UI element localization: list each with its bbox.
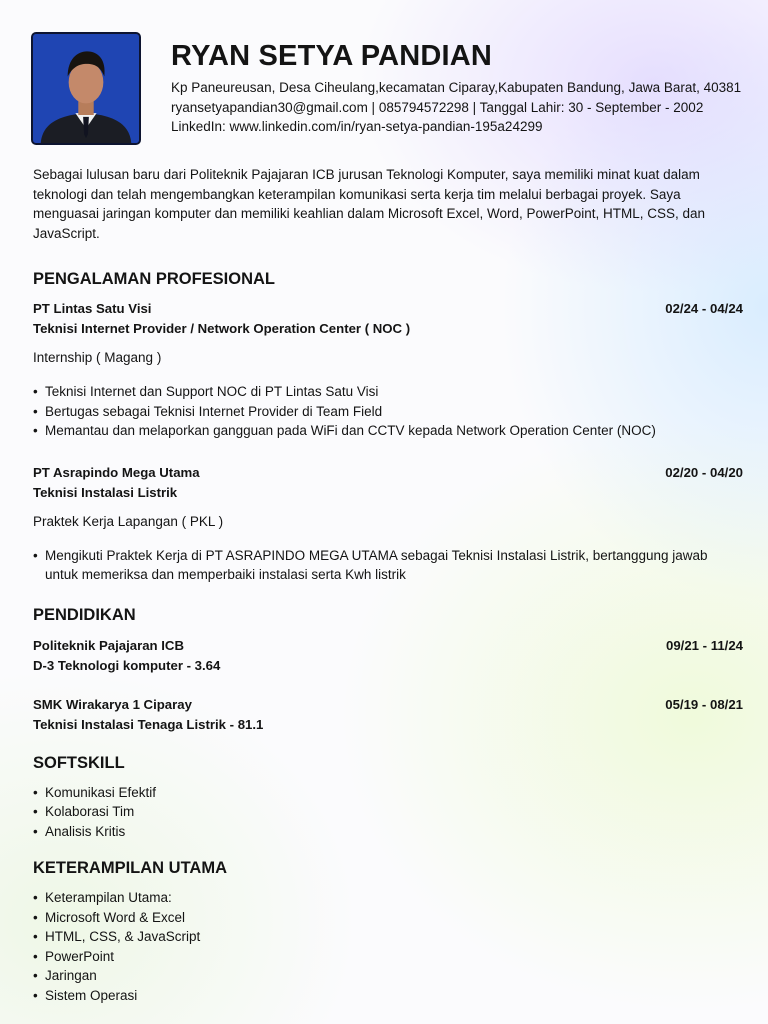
job-role: Teknisi Instalasi Listrik	[33, 484, 178, 500]
softskill-list	[33, 783, 743, 842]
contact-line: ryansetyapandian30@gmail.com | 085794572298 | Tanggal Lahir: 30 - September - 2002	[171, 99, 704, 115]
section-title-education: PENDIDIKAN	[33, 605, 136, 624]
job-type: Praktek Kerja Lapangan ( PKL )	[33, 513, 224, 529]
date-range: 02/20 - 04/20	[665, 464, 743, 480]
linkedin-line[interactable]: LinkedIn: www.linkedin.com/in/ryan-setya-pandian-195a24299	[171, 119, 543, 134]
list-item: • Memantau dan melaporkan gangguan pada WiFi dan CCTV kepada Network Operation Center (NOC)	[33, 421, 743, 441]
resume-header	[171, 40, 761, 137]
section-title-softskill: SOFTSKILL	[33, 753, 125, 772]
candidate-name: RYAN SETYA PANDIAN	[171, 40, 493, 72]
school-name: SMK Wirakarya 1 Ciparay	[33, 696, 192, 712]
profile-summary: Sebagai lulusan baru dari Politeknik Pajajaran ICB jurusan Teknologi Komputer, saya memiliki minat kuat dalam teknologi dan telah mengembangkan keterampilan komunikasi serta kerja tim melalui berbagai proyek. Saya menguasai jaringan komputer dan memiliki keahlian dalam Microsoft Excel, Word, PowerPoint, HTML, CSS, dan JavaScript.	[33, 167, 706, 241]
list-item: • Mengikuti Praktek Kerja di PT ASRAPINDO MEGA UTAMA sebagai Teknisi Instalasi Listrik, bertanggung jawab untuk memeriksa dan memperbaiki instalasi serta Kwh listrik	[33, 546, 743, 585]
list-item: • HTML, CSS, & JavaScript	[33, 927, 743, 947]
job-role: Teknisi Internet Provider / Network Operation Center ( NOC )	[33, 321, 411, 337]
address-line: Kp Paneureusan, Desa Ciheulang,kecamatan Ciparay,Kabupaten Bandung, Jawa Barat, 40381	[171, 80, 742, 95]
experience-entry	[33, 299, 743, 441]
resume-body	[33, 165, 743, 1005]
list-item: • Sistem Operasi	[33, 986, 743, 1006]
list-item: • Teknisi Internet dan Support NOC di PT Lintas Satu Visi	[33, 382, 743, 402]
education-entry	[33, 695, 743, 735]
school-name: Politeknik Pajajaran ICB	[33, 637, 184, 653]
section-title-skills: KETERAMPILAN UTAMA	[33, 859, 228, 878]
list-item: • Microsoft Word & Excel	[33, 908, 743, 928]
section-title-experience: PENGALAMAN PROFESIONAL	[33, 270, 276, 289]
person-portrait-icon	[33, 34, 139, 143]
list-item: • Jaringan	[33, 966, 743, 986]
company-name: PT Asrapindo Mega Utama	[33, 464, 200, 480]
degree: Teknisi Instalasi Tenaga Listrik - 81.1	[33, 716, 264, 732]
list-item: • Kolaborasi Tim	[33, 802, 743, 822]
job-type: Internship ( Magang )	[33, 350, 162, 366]
list-item: • Komunikasi Efektif	[33, 783, 743, 803]
skills-list	[33, 888, 743, 1005]
date-range: 09/21 - 11/24	[666, 637, 743, 653]
duty-list	[33, 382, 743, 441]
profile-photo	[31, 32, 141, 145]
date-range: 05/19 - 08/21	[665, 696, 743, 712]
education-entry	[33, 636, 743, 676]
list-item: • Analisis Kritis	[33, 822, 743, 842]
list-item: • PowerPoint	[33, 947, 743, 967]
experience-entry	[33, 463, 743, 585]
date-range: 02/24 - 04/24	[665, 301, 743, 317]
list-item: • Bertugas sebagai Teknisi Internet Provider di Team Field	[33, 402, 743, 422]
company-name: PT Lintas Satu Visi	[33, 301, 152, 317]
duty-list	[33, 546, 743, 585]
degree: D-3 Teknologi komputer - 3.64	[33, 657, 221, 673]
list-item: • Keterampilan Utama:	[33, 888, 743, 908]
